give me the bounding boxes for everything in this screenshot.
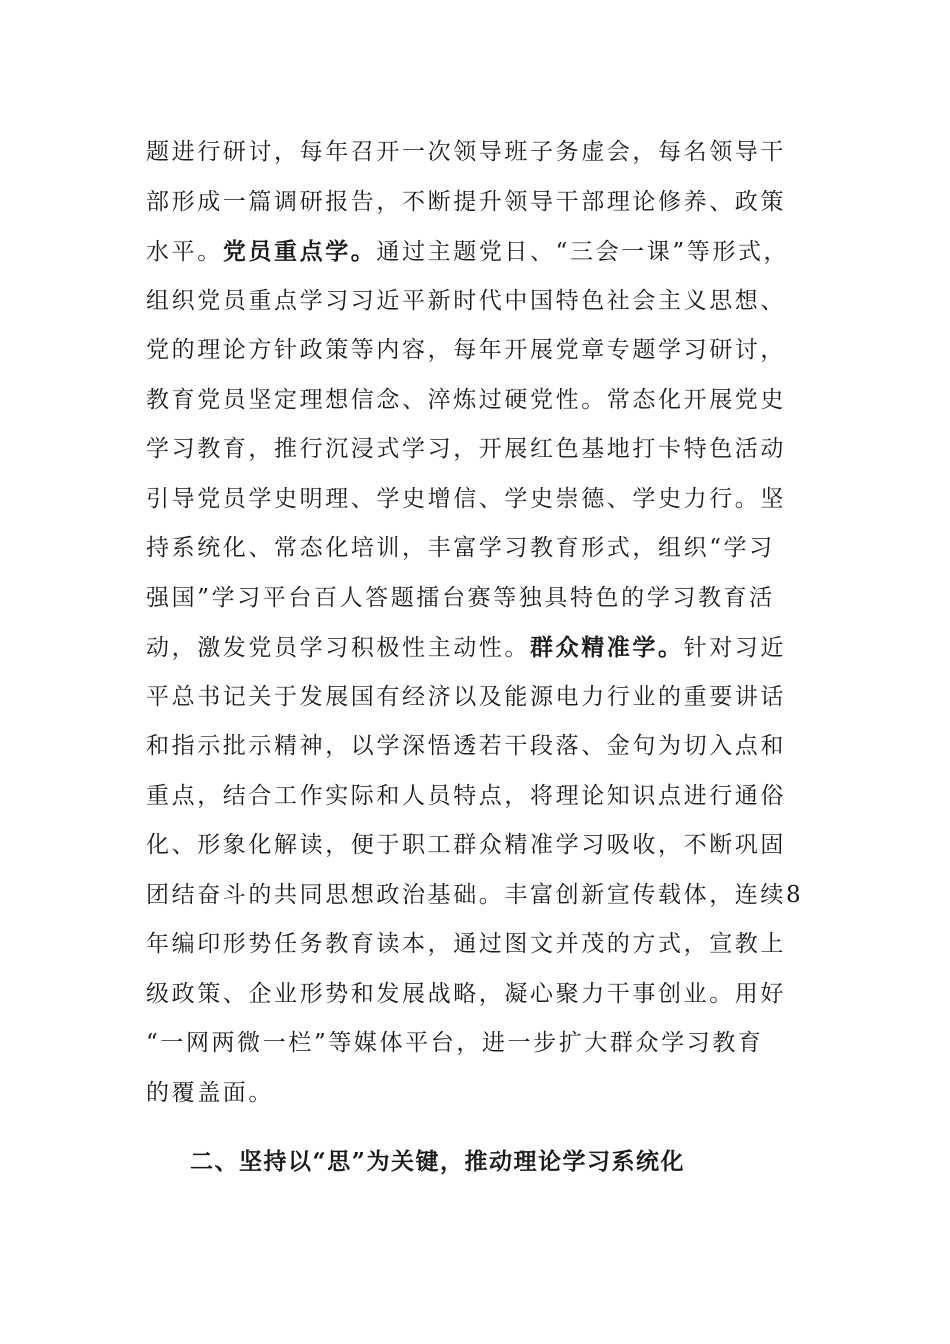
text-run: 和指示批示精神，以学深悟透若干段落、金句为切入点和	[146, 733, 786, 759]
text-line	[146, 326, 846, 376]
text-run: 通过主题党日、“三会一课”等形式，	[376, 239, 790, 265]
text-run: 题进行研讨，每年召开一次领导班子务虚会，每名领导干	[146, 139, 786, 165]
bold-run-in-heading: 党员重点学。	[222, 238, 377, 265]
text-line	[146, 722, 846, 772]
text-run: 的覆盖面。	[146, 1079, 274, 1106]
text-line	[146, 376, 846, 426]
text-run: 团结奋斗的共同思想政治基础。丰富创新宣传载体，连续8	[146, 881, 804, 908]
text-run: 部形成一篇调研报告，不断提升领导干部理论修养、政策	[146, 188, 786, 215]
text-line	[146, 277, 846, 327]
text-line	[146, 673, 846, 723]
text-line	[146, 574, 846, 624]
text-run: 引导党员学史明理、学史增信、学史崇德、学史力行。坚	[146, 485, 786, 512]
text-line	[146, 970, 846, 1020]
text-line	[146, 920, 846, 970]
text-run: 动，激发党员学习积极性主动性。	[146, 635, 530, 661]
text-line	[146, 425, 846, 475]
text-line	[146, 227, 846, 277]
section-heading: 二、坚持以“思”为关键，推动理论学习系统化	[190, 1148, 685, 1175]
text-run: 教育党员坚定理想信念、淬炼过硬党性。常态化开展党史	[146, 386, 786, 413]
text-run: 持系统化、常态化培训，丰富学习教育形式，组织“学习	[146, 535, 775, 561]
text-line	[146, 1069, 846, 1119]
text-line	[146, 772, 846, 822]
body-paragraph	[146, 128, 846, 1118]
text-line	[146, 475, 846, 525]
text-run: 化、形象化解读，便于职工群众精准学习吸收，不断巩固	[146, 832, 786, 858]
text-run: 组织党员重点学习习近平新时代中国特色社会主义思想、	[146, 287, 786, 314]
text-run: 学习教育，推行沉浸式学习，开展红色基地打卡特色活动	[146, 436, 786, 462]
text-line	[146, 128, 846, 178]
text-run: 党的理论方针政策等内容，每年开展党章专题学习研讨，	[146, 337, 786, 363]
text-line	[146, 871, 846, 921]
text-run: 年编印形势任务教育读本，通过图文并茂的方式，宣教上	[146, 931, 786, 957]
text-line	[146, 821, 846, 871]
text-line	[146, 1019, 846, 1069]
bold-run-in-heading: 群众精准学。	[530, 634, 684, 661]
text-run: 针对习近	[683, 635, 787, 661]
text-run: 水平。	[146, 239, 223, 265]
text-line	[146, 178, 846, 228]
text-run: “一网两微一栏”等媒体平台，进一步扩大群众学习教育	[146, 1030, 764, 1056]
text-run: 强国”学习平台百人答题擂台赛等独具特色的学习教育活	[146, 584, 775, 611]
text-line	[146, 524, 846, 574]
text-line	[146, 623, 846, 673]
text-run: 级政策、企业形势和发展战略，凝心聚力干事创业。用好	[146, 980, 786, 1007]
text-run: 重点，结合工作实际和人员特点，将理论知识点进行通俗	[146, 782, 786, 809]
text-run: 平总书记关于发展国有经济以及能源电力行业的重要讲话	[146, 683, 786, 710]
